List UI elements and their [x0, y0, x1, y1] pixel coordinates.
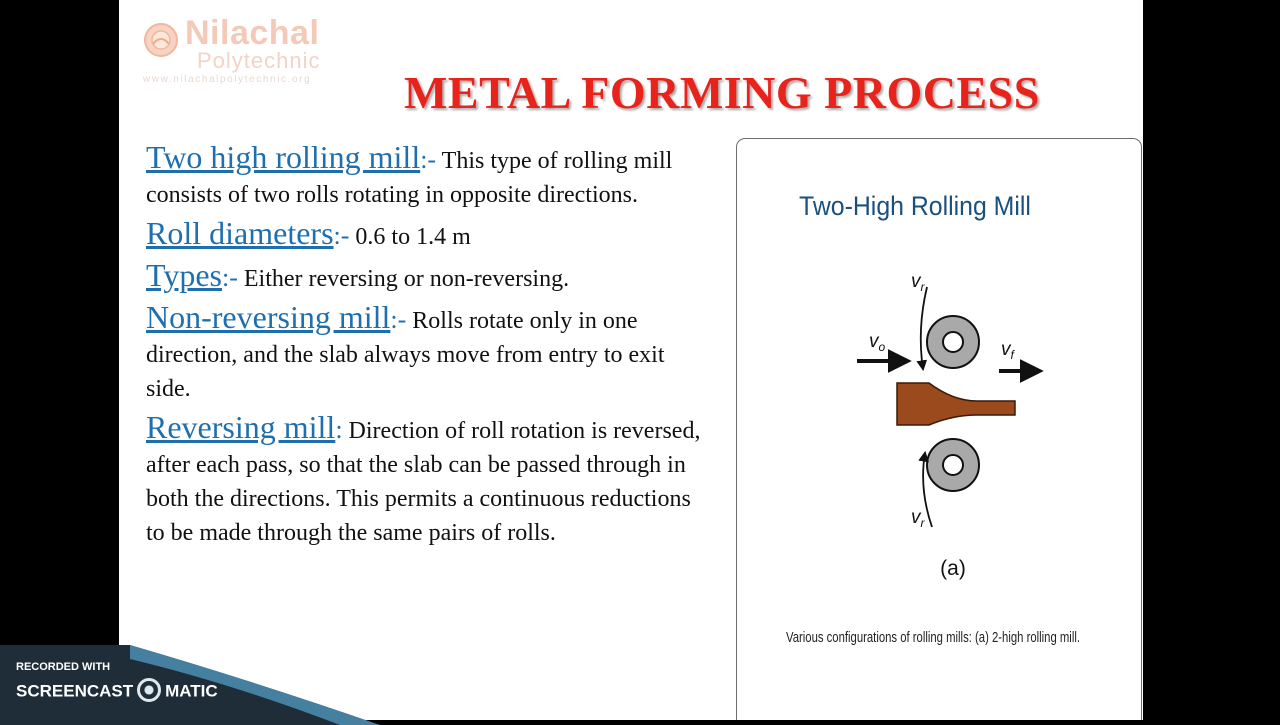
roll-diameters-text: 0.6 to 1.4 m [355, 224, 471, 250]
vr-upper-label: $v_r$ [911, 271, 925, 294]
roll-diameters-sep: :- [333, 221, 350, 250]
types-sep: :- [221, 263, 238, 292]
rolling-mill-figure [736, 138, 1142, 720]
nilachal-logo [141, 14, 361, 94]
non-reversing-term: Non-reversing mill [146, 299, 391, 335]
non-reversing-text: Rolls rotate only in one direction, and the slab always move from entry to exit side. [146, 308, 665, 402]
record-icon [137, 678, 161, 702]
slide [119, 0, 1143, 720]
recorded-with-label: RECORDED WITH [16, 661, 111, 673]
logo-name: Nilachal [185, 14, 320, 52]
two-high-paragraph [146, 140, 711, 212]
vf-label: $v_f$ [1001, 339, 1014, 362]
reversing-paragraph [146, 410, 711, 550]
slab [897, 383, 1015, 425]
slide-title: METAL FORMING PROCESS [404, 67, 1040, 118]
two-high-sep: :- [420, 145, 437, 174]
logo-subname: Polytechnic [197, 48, 321, 73]
figure-title: Two-High Rolling Mill [799, 192, 1031, 222]
reversing-text: Direction of roll rotation is reversed, after each pass, so that the slab can be passed through in both the directions. This permits a continuous reductions to be made through the same pairs of rolls. [146, 418, 701, 546]
two-high-text: This type of rolling mill consists of two rolls rotating in opposite directions. [146, 148, 673, 208]
vo-label: $v_o$ [869, 331, 886, 354]
vr-lower-label: $v_r$ [911, 507, 925, 530]
upper-rotation-arrow [921, 287, 927, 369]
slide-content [146, 140, 711, 550]
types-paragraph [146, 258, 711, 296]
two-high-term: Two high rolling mill [146, 139, 421, 175]
upper-roll [927, 316, 979, 368]
figure-caption: Various configurations of rolling mills: (a) 2-high rolling mill. [786, 629, 1080, 646]
rolling-mill-diagram [737, 139, 1141, 720]
matic-text: MATIC [165, 681, 218, 701]
non-reversing-paragraph [146, 300, 711, 406]
lower-roll [927, 439, 979, 491]
non-reversing-sep: :- [390, 305, 407, 334]
roll-diameters-paragraph [146, 216, 711, 254]
reversing-sep: : [335, 415, 343, 444]
screencast-matic-logo [16, 680, 218, 704]
figure-sublabel: (a) [940, 557, 966, 580]
types-term: Types [146, 257, 222, 293]
screencast-text: SCREENCAST [16, 681, 134, 701]
logo-url: www.nilachalpolytechnic.org [143, 74, 312, 85]
types-text: Either reversing or non-reversing. [243, 266, 570, 292]
reversing-term: Reversing mill [146, 409, 336, 445]
roll-diameters-term: Roll diameters [146, 215, 334, 251]
logo-emblem-icon [143, 22, 179, 58]
